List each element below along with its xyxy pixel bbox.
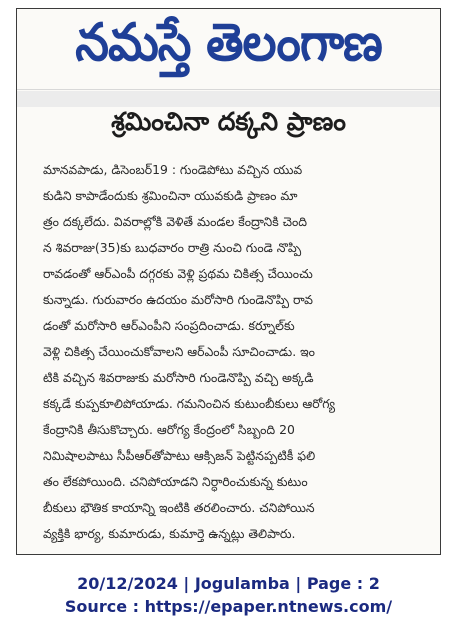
masthead-logo: నమస్తే తెలంగాణ <box>75 12 382 73</box>
footer <box>0 572 457 618</box>
masthead <box>17 9 440 90</box>
article-line: నిమిషాలపాటు సీపీఆర్‌తోపాటు ఆక్సిజన్ పెట్టినప్పటికీ ఫలి <box>43 448 316 463</box>
article-line: డంతో మరోసారి ఆర్ఎంపీని సంప్రదించాడు. కర్నూల్‌కు <box>43 318 295 333</box>
article-line: కుడిని కాపాడేందుకు శ్రమించినా యువకుడి ప్రాణం మా <box>43 188 298 203</box>
footer-edition-info: 20/12/2024 | Jogulamba | Page : 2 <box>77 574 380 593</box>
footer-source-link[interactable]: Source : https://epaper.ntnews.com/ <box>64 597 393 616</box>
article-body <box>43 157 430 547</box>
article-line: తం లేకపోయింది. చనిపోయాడని నిర్ధారించుకున్న కుటుం <box>43 474 308 489</box>
article-line: కున్నాడు. గురువారం ఉదయం మరోసారి గుండెనొప్పి రావ <box>43 292 313 307</box>
article-line: బీకులు భౌతిక కాయాన్ని ఇంటికి తరలించారు. చనిపోయిన <box>43 500 315 515</box>
article-line: వ్యక్తికి భార్య, కుమారుడు, కుమార్తె ఉన్నట్లు తెలిపారు. <box>43 526 296 541</box>
article-line: వెళ్లి చికిత్స చేయించుకోవాలని ఆర్ఎంపీ సూచించాడు. ఇం <box>43 344 315 359</box>
newspaper-clipping <box>16 8 441 555</box>
article-line: త్రం దక్కలేదు. వివరాల్లోకి వెళితే మండల కేంద్రానికి చెంది <box>43 214 308 229</box>
masthead-divider-band <box>17 91 440 107</box>
article-line: రావడంతో ఆర్ఎంపీ దగ్గరకు వెళ్లి ప్రథమ చికిత్స చేయించు <box>43 266 313 281</box>
article-line: టికి వచ్చిన శివరాజుకు మరోసారి గుండెనొప్పి వచ్చి అక్కడి <box>43 370 314 385</box>
article-line: న శివరాజు(35)కు బుధవారం రాత్రి నుంచి గుండె నొప్పి <box>43 240 302 255</box>
article-line: కేంద్రానికి తీసుకొచ్చారు. ఆరోగ్య కేంద్రంలో సిబ్బంది 20 <box>43 422 295 437</box>
article-headline: శ్రమించినా దక్కని ప్రాణం <box>111 107 346 136</box>
article-line: కక్కడే కుప్పకూలిపోయాడు. గమనించిన కుటుంబీకులు ఆరోగ్య <box>43 396 336 411</box>
article-line: మానవపాడు, డిసెంబర్19 : గుండెపోటు వచ్చిన యువ <box>43 162 303 177</box>
